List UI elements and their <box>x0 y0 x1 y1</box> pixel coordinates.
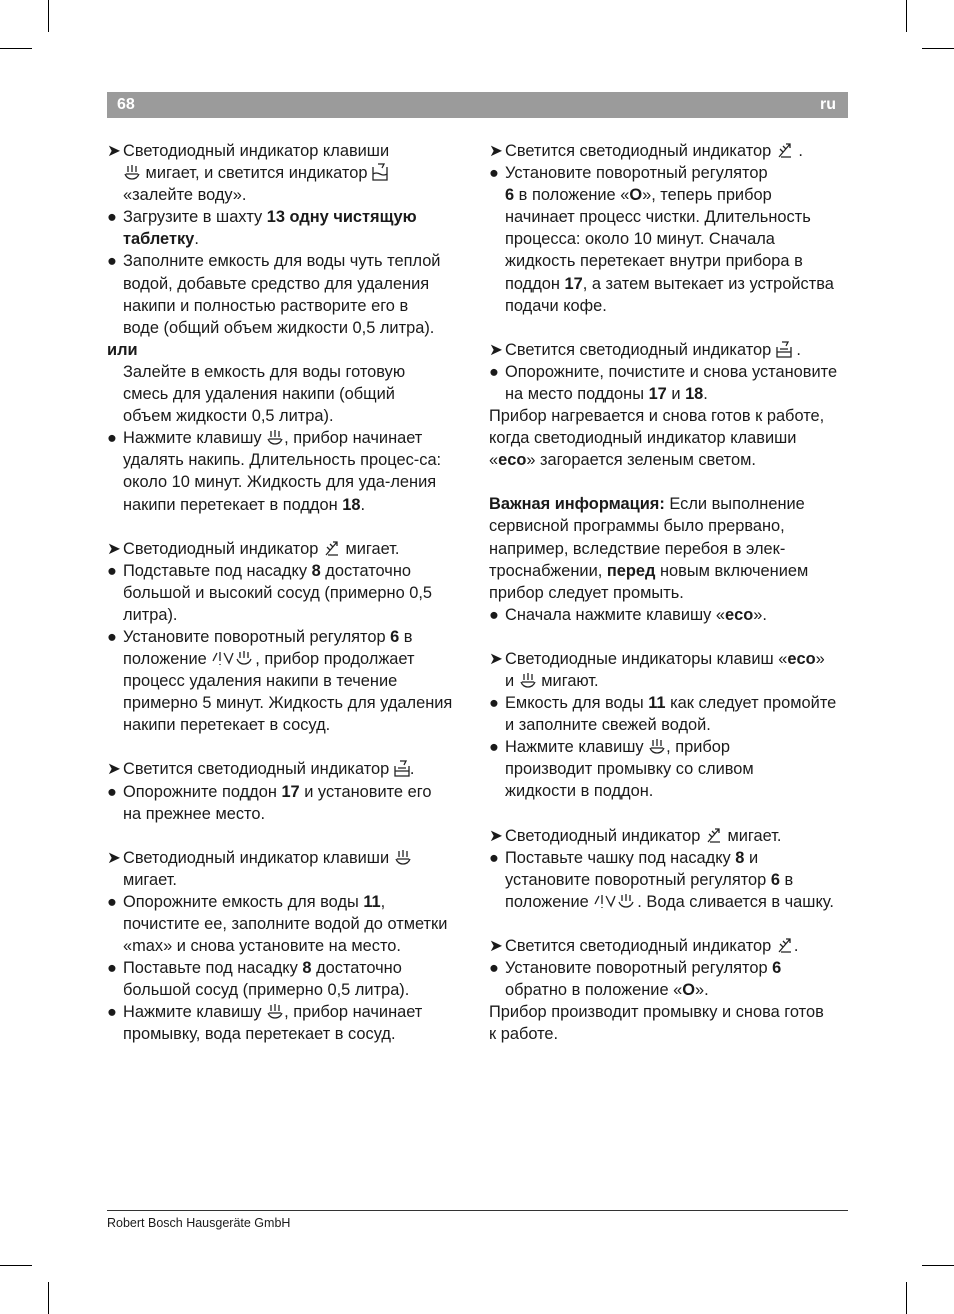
crop-mark <box>922 48 954 49</box>
descale-icon <box>776 936 794 954</box>
bullet-marker: ● <box>489 694 499 713</box>
item-text: как следует промойте и заполните свежей водой. <box>505 694 837 735</box>
item-text-bold: 11 <box>363 892 381 911</box>
indented-paragraph <box>107 361 438 427</box>
bullet-item <box>107 781 453 825</box>
item-text: , а затем вытекает из устройства подачи кофе. <box>505 274 834 315</box>
tray-icon <box>394 760 410 777</box>
bullet-marker: ● <box>107 252 117 271</box>
descale-icon <box>705 826 723 844</box>
item-text: Установите поворотный регулятор <box>123 627 391 646</box>
right-column <box>489 140 854 1045</box>
result-item <box>489 140 854 162</box>
item-text-bold: 8 <box>735 848 745 867</box>
arrow-marker: ➤ <box>107 848 121 867</box>
bullet-marker: ● <box>107 561 117 580</box>
paragraph <box>489 405 829 471</box>
bullet-item <box>489 361 845 405</box>
bullet-item <box>489 162 835 317</box>
result-item <box>489 825 854 847</box>
item-text-bold: eco <box>725 605 754 624</box>
item-text: мигает. <box>340 539 400 558</box>
item-text: Сначала нажмите клавишу « <box>505 605 725 624</box>
item-text-bold: 18 <box>685 384 704 403</box>
or-label <box>107 339 467 361</box>
item-text: Светится светодиодный индикатор <box>505 936 776 955</box>
item-text-bold: O <box>682 981 695 1000</box>
rinse-icon <box>648 738 666 755</box>
item-text: Опорожните емкость для воды <box>123 892 364 911</box>
paragraph <box>489 1001 829 1045</box>
bullet-marker: ● <box>107 208 117 227</box>
bullet-item <box>489 692 845 736</box>
crop-mark <box>922 1265 954 1266</box>
water-tank-icon <box>372 163 388 181</box>
item-text-bold: 8 <box>311 561 321 580</box>
bullet-item <box>489 604 854 626</box>
item-text: ». <box>695 981 709 1000</box>
rinse-icon <box>266 429 284 446</box>
result-item <box>107 758 467 780</box>
item-text: , прибор продолжает процесс удаления накипи в течение примерно 5 минут. Жидкость для удаления накипи перетекает в сосуд. <box>123 650 453 735</box>
item-text: Светодиодный индикатор клавиши <box>123 848 394 867</box>
item-text: Светодиодные индикаторы клавиш « <box>505 649 788 668</box>
item-text: мигают. <box>536 671 599 690</box>
item-text: Установите поворотный регулятор <box>505 164 768 183</box>
arrow-marker: ➤ <box>489 649 503 668</box>
item-text-bold: eco <box>787 649 816 668</box>
bullet-marker: ● <box>107 959 117 978</box>
item-text: Если выполнение сервисной программы было прервано, например, вследствие перебоя в элек-троснабжении, <box>489 495 805 580</box>
item-text-bold: 17 <box>564 274 583 293</box>
item-text-bold: 18 <box>342 495 361 514</box>
item-text-bold: 17 <box>281 782 300 801</box>
item-text: достаточно большой и высокий сосуд (примерно 0,5 литра). <box>123 561 433 624</box>
item-text: Поставьте чашку под насадку <box>505 848 736 867</box>
crop-mark <box>48 1282 49 1314</box>
item-text: в положение « <box>514 186 630 205</box>
bullet-item <box>107 206 467 250</box>
valve-position-icon <box>211 649 255 667</box>
rinse-icon <box>519 672 537 689</box>
bullet-item <box>489 736 805 802</box>
item-text: Светодиодный индикатор <box>505 826 705 845</box>
item-text-bold: перед <box>606 561 656 580</box>
tray-icon <box>776 341 792 358</box>
item-text-bold: 17 <box>648 384 667 403</box>
result-item <box>107 847 467 891</box>
item-text-bold: 6 <box>772 959 782 977</box>
item-text: Светодиодный индикатор <box>123 539 323 558</box>
item-text: » загорается зеленым светом. <box>526 451 756 470</box>
note-heading: Важная информация: <box>489 495 665 514</box>
item-text: Подставьте под насадку <box>123 561 312 580</box>
bullet-marker: ● <box>489 959 499 977</box>
rinse-icon <box>394 849 412 866</box>
item-text: и установите его на прежнее место. <box>123 782 432 823</box>
crop-mark <box>0 1265 32 1266</box>
bullet-item <box>489 957 845 1001</box>
arrow-marker: ➤ <box>107 539 121 558</box>
item-text: . <box>793 142 803 160</box>
arrow-marker: ➤ <box>489 936 503 955</box>
bullet-marker: ● <box>107 627 117 646</box>
item-text: Светится светодиодный индикатор <box>123 760 394 779</box>
arrow-marker: ➤ <box>107 142 121 160</box>
item-text: Емкость для воды <box>505 694 649 713</box>
arrow-marker: ➤ <box>489 826 503 845</box>
item-text-bold: 11 <box>648 694 666 713</box>
left-column <box>107 140 467 1046</box>
item-text: Нажмите клавишу <box>505 738 649 757</box>
item-text: , прибор начинает промывку, вода перетекает в сосуд. <box>123 1003 423 1044</box>
bullet-marker: ● <box>107 429 117 448</box>
item-text-bold: O <box>629 186 643 205</box>
item-text: Опорожните, почистите и снова установите на место поддоны <box>505 362 838 403</box>
bullet-item <box>107 427 463 515</box>
item-text-bold: 6 <box>505 186 515 205</box>
item-text: », теперь прибор начинает процесс чистки. Длительность процесса: около 10 минут. Сначала жидкость перетекает внутри прибора в поддон <box>505 186 811 293</box>
result-item <box>489 339 854 361</box>
item-text: Нажмите клавишу <box>123 429 267 448</box>
item-text: мигает, и светится индикатор <box>141 164 373 183</box>
bullet-marker: ● <box>107 892 117 911</box>
item-text: . <box>791 340 801 359</box>
bullet-item <box>107 626 466 736</box>
bullet-marker: ● <box>489 362 499 381</box>
descale-icon <box>776 141 794 159</box>
item-text: Светодиодный индикатор клавиши <box>123 142 390 160</box>
item-text: . Вода сливается в чашку. <box>637 892 834 911</box>
descale-icon <box>323 539 341 557</box>
item-text: , почистите ее, заполните водой до отметки «max» и снова установите на место. <box>123 892 448 956</box>
item-text: Загрузите в шахту <box>123 208 267 227</box>
item-text: , прибор производит промывку со сливом жидкости в поддон. <box>505 738 754 801</box>
footer-divider <box>107 1210 848 1211</box>
valve-position-icon <box>593 892 637 910</box>
item-text: Поставьте под насадку <box>123 959 303 978</box>
bullet-marker: ● <box>489 164 499 183</box>
bullet-item <box>489 847 845 913</box>
bullet-item <box>107 1001 473 1045</box>
bullet-marker: ● <box>107 1003 117 1022</box>
page-header <box>107 92 848 118</box>
crop-mark <box>0 48 32 49</box>
bullet-item <box>107 957 463 1001</box>
item-text: и <box>666 384 686 403</box>
item-text: Опорожните поддон <box>123 782 282 801</box>
item-text: Нажмите клавишу <box>123 1003 267 1022</box>
result-item <box>489 935 854 957</box>
item-text-bold: eco <box>498 451 527 470</box>
crop-mark <box>906 1282 907 1314</box>
footer-company: Robert Bosch Hausgeräte GmbH <box>107 1216 291 1230</box>
item-text-bold: 8 <box>302 959 312 978</box>
bullet-marker: ● <box>489 605 499 624</box>
crop-mark <box>48 0 49 32</box>
result-item <box>107 140 467 206</box>
bullet-item <box>107 250 441 338</box>
item-text: . <box>703 384 708 403</box>
item-text: мигает. <box>722 826 782 845</box>
item-text: Светится светодиодный индикатор <box>505 340 776 359</box>
arrow-marker: ➤ <box>489 142 503 160</box>
result-item <box>107 538 467 560</box>
bullet-marker: ● <box>107 782 117 801</box>
language-code: ru <box>820 96 836 113</box>
arrow-marker: ➤ <box>107 760 121 779</box>
item-text: Залейте в емкость для воды готовую смесь для удаления накипи (общий объем жидкости 0,5 литра). <box>123 362 406 426</box>
result-item <box>489 648 825 692</box>
item-text: «залейте воду». <box>123 186 247 205</box>
item-text: обратно в положение « <box>505 981 683 1000</box>
bullet-item <box>107 560 463 626</box>
item-text: Прибор нагревается и снова готов к работе, когда светодиодный индикатор клавиши « <box>489 407 825 470</box>
bullet-item <box>107 891 463 957</box>
arrow-marker: ➤ <box>489 340 503 359</box>
item-text: . <box>194 230 199 249</box>
item-text: Светится светодиодный индикатор <box>505 142 776 160</box>
important-note <box>489 493 851 603</box>
item-text: достаточно большой сосуд (примерно 0,5 литра). <box>123 959 410 1000</box>
item-text: и установите поворотный регулятор <box>505 848 771 889</box>
bullet-marker: ● <box>489 848 499 867</box>
item-text: Прибор производит промывку и снова готов к работе. <box>489 1003 824 1044</box>
item-text-bold: 6 <box>770 870 780 889</box>
crop-mark <box>906 0 907 32</box>
item-text: мигает. <box>123 870 177 889</box>
item-text: » и <box>505 649 825 690</box>
item-text: . <box>360 495 366 514</box>
item-text-bold: 13 одну чистящую таблетку <box>123 208 417 249</box>
item-text: , прибор начинает удалять накипь. Длительность процес-са: около 10 минут. Жидкость для уда-ления накипи перетекает в поддон <box>123 429 442 514</box>
item-text: . <box>409 760 415 779</box>
item-text: в положение <box>505 870 794 911</box>
or-text: или <box>107 340 138 359</box>
rinse-icon <box>266 1003 284 1020</box>
item-text: Установите поворотный регулятор <box>505 959 773 977</box>
item-text: новым включением прибор следует промыть. <box>489 561 809 602</box>
item-text: . <box>793 936 799 955</box>
item-text-bold: 6 <box>390 627 400 646</box>
rinse-icon <box>123 164 141 181</box>
item-text: Заполните емкость для воды чуть теплой водой, добавьте средство для удаления накипи и полностью растворите его в воде (общий объем жидкости 0,5 литра). <box>123 252 441 337</box>
page-number: 68 <box>117 96 135 113</box>
item-text: в положение <box>123 627 413 669</box>
bullet-marker: ● <box>489 738 499 757</box>
item-text: ». <box>753 605 767 624</box>
